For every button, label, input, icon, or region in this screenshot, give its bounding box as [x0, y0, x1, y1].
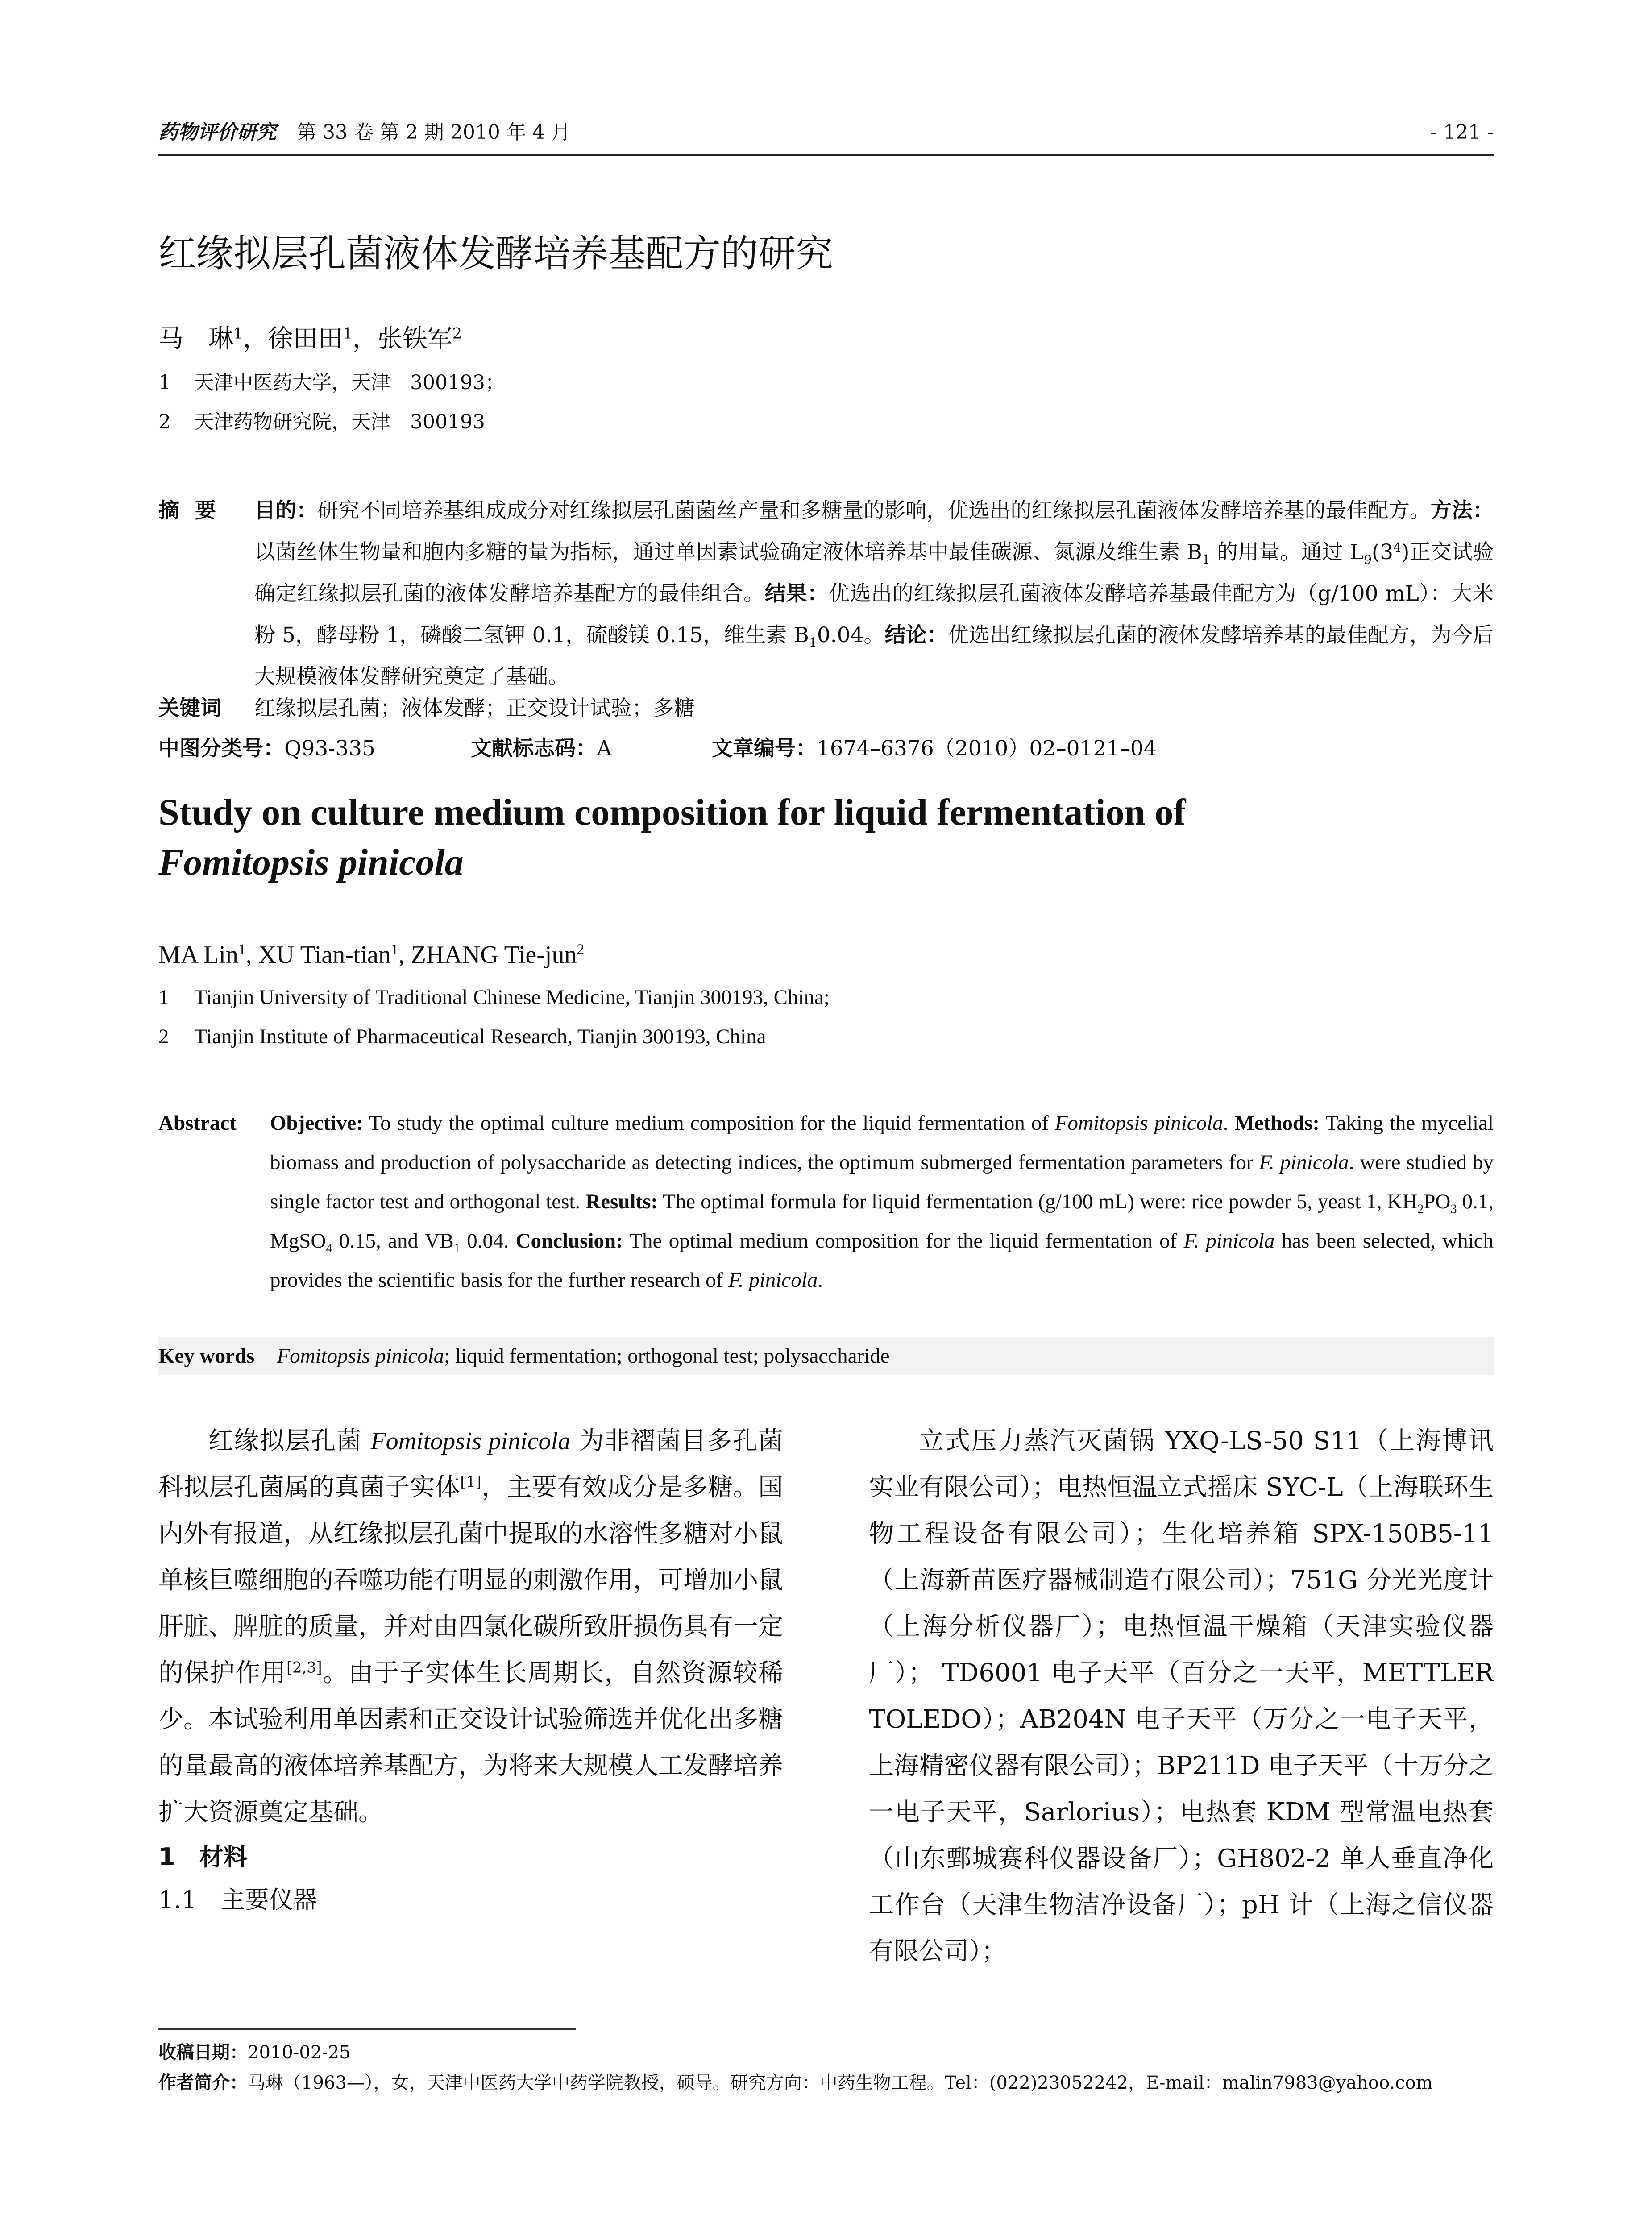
footnote-author: 作者简介：马琳（1963—），女，天津中医药大学中药学院教授，硕导。研究方向：中药生物工程。Tel：(022)23052242，E-mail：malin7983@yahoo.com	[158, 2073, 1433, 2093]
instruments-paragraph: 立式压力蒸汽灭菌锅 YXQ-LS-50 S11（上海博讯实业有限公司）；电热恒温立式摇床 SYC-L（上海联环生物工程设备有限公司）；生化培养箱 SPX-150B5-11（上海新苗医疗器械制造有限公司）；751G 分光光度计（上海分析仪器厂）；电热恒温干燥箱（天津实验仪器厂）； TD6001 电子天平（百分之一天平，METTLER TOLEDO）；AB204N 电子天平（万分之一电子天平，上海精密仪器有限公司）；BP211D 电子天平（十万分之一电子天平，Sarlorius）；电热套 KDM 型常温电热套（山东鄄城赛科仪器设备厂）；GH802-2 单人垂直净化工作台（天津生物洁净设备厂）；pH 计（上海之信仪器有限公司）；	[869, 1427, 1494, 1966]
issue-info: 第 33 卷 第 2 期 2010 年 4 月	[297, 121, 571, 144]
keywords-en: Key words Fomitopsis pinicola; liquid fermentation; orthogonal test; polysaccharide	[158, 1337, 1494, 1375]
abstract-cn-text: 目的：研究不同培养基组成成分对红缘拟层孔菌菌丝产量和多糖量的影响，优选出的红缘拟层孔菌液体发酵培养基的最佳配方。方法：以菌丝体生物量和胞内多糖的量为指标，通过单因素试验确定液体培养基中最佳碳源、氮源及维生素 $B_1$ 的用量。通过 $L_9(3^4)$正交试验确定红缘拟层孔菌的液体发酵培养基配方的最佳组合。结果：优选出的红缘拟层孔菌液体发酵培养基最佳配方为（g/100 mL）：大米粉 5，酵母粉 1，磷酸二氢钾 0.1，硫酸镁 0.15，维生素 $B_10.04$。结论：优选出红缘拟层孔菌的液体发酵培养基的最佳配方，为今后大规模液体发酵研究奠定了基础。	[254, 498, 1494, 689]
footnote-received: 收稿日期：2010-02-25	[158, 2042, 351, 2063]
affiliation-cn-2: 2 天津药物研究院，天津 300193	[158, 411, 485, 433]
authors-cn: 马 琳$^1$，徐田田$^1$，张铁军$^2$	[158, 324, 462, 353]
affiliation-cn-1: 1 天津中医药大学，天津 300193；	[158, 371, 505, 394]
subsection-heading-instruments: 1.1 主要仪器	[158, 1886, 317, 1914]
title-cn: 红缘拟层孔菌液体发酵培养基配方的研究	[158, 232, 834, 275]
footnote-rule	[158, 2028, 576, 2030]
affiliation-en-1: 1 Tianjin University of Traditional Chinese Medicine, Tianjin 300193, China;	[158, 986, 830, 1009]
authors-en: MA Lin$^1$, XU Tian-tian$^1$, ZHANG Tie-jun$^2$	[158, 941, 585, 969]
abstract-en	[158, 1103, 1494, 1300]
header-rule	[158, 154, 1494, 156]
abstract-cn	[158, 490, 1494, 697]
journal-logo: 药物评价研究	[158, 121, 276, 144]
keywords-cn: 关键词 红缘拟层孔菌；液体发酵；正交设计试验；多糖	[158, 696, 695, 721]
running-header	[158, 117, 1494, 148]
page-number: - 121 -	[1430, 121, 1494, 144]
abstract-en-text: Objective: To study the optimal culture medium composition for the liquid fermentation of Fomitopsis pinicola. Methods: Taking the mycelial biomass and production of polysaccharide as detecting indices, the optimum submerged fermentation parameters for F. pinicola. were studied by single factor test and orthogonal test. Results: The optimal formula for liquid fermentation (g/100 mL) were: rice powder 5, yeast 1, $KH_2PO_3$ 0.1, MgSO$_4$ 0.15, and $VB_1$ 0.04. Conclusion: The optimal medium composition for the liquid fermentation of F. pinicola has been selected, which provides the scientific basis for the further research of F. pinicola.	[270, 1111, 1494, 1292]
journal-page: 药物评价研究 第 33 卷 第 2 期 2010 年 4 月 - 121 - 红缘拟层孔菌液体发酵培养基配方的研究 马 琳$^1$，徐田田$^1$，张铁军$^2$ 1 天津中医药大学，天津 300193； 2 天津药物研究院，天津 300193 摘要 目的：研究不同培养基组成成分对红缘拟层孔菌菌丝产量和多糖量的影响，优选出的红缘拟层孔菌液体发酵培养基的最佳配方。方法：以菌丝体生物量和胞内多糖的量为指标，通过单因素试验确定液体培养基中最佳碳源、氮源及维生素 $B_1$ 的用量。通过 $L_9(3^4)$正交试验确定红缘拟层孔菌的液体发酵培养基配方的最佳组合。结果：优选出的红缘拟层孔菌液体发酵培养基最佳配方为（g/100 mL）：大米粉 5，酵母粉 1，磷酸二氢钾 0.1，硫酸镁 0.15，维生素 $B_10.04$。结论：优选出红缘拟层孔菌的液体发酵培养基的最佳配方，为今后大规模液体发酵研究奠定了基础。 关键词 红缘拟层孔菌；液体发酵；正交设计试验；多糖 中图分类号： Q93-335 文献标志码： A 文章编号： 1674–6376（2010）02–0121–04 Study on culture medium composition for liquid fermentation of Fomitopsis pinicola MA Lin$^1$, XU Tian-tian$^1$, ZHANG Tie-jun$^2$ 1 Tianjin University of Traditional Chinese Medicine, Tianjin 300193, China; 2 Tianjin Institute of Pharmaceutical Research, Tianjin 300193, China Abstract Objective: To study the optimal culture medium composition for the liquid fermentation of Fomitopsis pinicola. Methods: Taking the mycelial biomass and production of polysaccharide as detecting indices, the optimum submerged fermentation parameters for F. pinicola. were studied by single factor test and orthogonal test. Results: The optimal formula for liquid fermentation (g/100 mL) were: rice powder 5, yeast 1, $KH_2PO_3$ 0.1, MgSO$_4$ 0.15, and $VB_1$ 0.04. Conclusion: The optimal medium composition for the liquid fermentation of F. pinicola has been selected, which provides the scientific basis for the further research of F. pinicola. Key words Fomitopsis pinicola; liquid fermentation; orthogonal test; polysaccharide 红缘拟层孔菌 Fomitopsis pinicola 为非褶菌目多孔菌科拟层孔菌属的真菌子实体[1]，主要有效成分是多糖。国内外有报道，从红缘拟层孔菌中提取的水溶性多糖对小鼠单核巨噬细胞的吞噬功能有明显的刺激作用，可增加小鼠肝脏、脾脏的质量，并对由四氯化碳所致肝损伤具有一定的保护作用[2,3]。由于子实体生长周期长，自然资源较稀少。本试验利用单因素和正交设计试验筛选并优化出多糖的量最高的液体培养基配方，为将来大规模人工发酵培养扩大资源奠定基础。 1 材料 1.1 主要仪器 立式压力蒸汽灭菌锅 YXQ-LS-50 S11（上海博讯实业有限公司）；电热恒温立式摇床 SYC-L（上海联环生物工程设备有限公司）；生化培养箱 SPX-150B5-11（上海新苗医疗器械制造有限公司）；751G 分光光度计（上海分析仪器厂）；电热恒温干燥箱（天津实验仪器厂）； TD6001 电子天平（百分之一天平，METTLER TOLEDO）；AB204N 电子天平（万分之一电子天平，上海精密仪器有限公司）；BP211D 电子天平（十万分之一电子天平，Sarlorius）；电热套 KDM 型常温电热套（山东鄄城赛科仪器设备厂）；GH802-2 单人垂直净化工作台（天津生物洁净设备厂）；pH 计（上海之信仪器有限公司）； 收稿日期：2010-02-25 作者简介：马琳（1963—），女，天津中医药大学中药学院教授，硕导。研究方向：中药生物工程。Tel：(022)23052242，E-mail：malin7983@yahoo.com	[0, 0, 1652, 2231]
body-column-left	[158, 1418, 783, 1921]
intro-paragraph: 红缘拟层孔菌 Fomitopsis pinicola 为非褶菌目多孔菌科拟层孔菌属的真菌子实体[1]，主要有效成分是多糖。国内外有报道，从红缘拟层孔菌中提取的水溶性多糖对小鼠单核巨噬细胞的吞噬功能有明显的刺激作用，可增加小鼠肝脏、脾脏的质量，并对由四氯化碳所致肝损伤具有一定的保护作用[2,3]。由于子实体生长周期长，自然资源较稀少。本试验利用单因素和正交设计试验筛选并优化出多糖的量最高的液体培养基配方，为将来大规模人工发酵培养扩大资源奠定基础。	[158, 1427, 784, 1827]
section-heading-materials: 1 材料	[158, 1843, 248, 1871]
title-en: Study on culture medium composition for liquid fermentation of Fomitopsis pinicola	[158, 792, 1186, 883]
affiliation-en-2: 2 Tianjin Institute of Pharmaceutical Research, Tianjin 300193, China	[158, 1025, 766, 1048]
abstract-en-label: Abstract	[158, 1111, 237, 1135]
abstract-cn-label: 摘要	[158, 498, 232, 523]
body-column-right	[869, 1418, 1494, 1975]
